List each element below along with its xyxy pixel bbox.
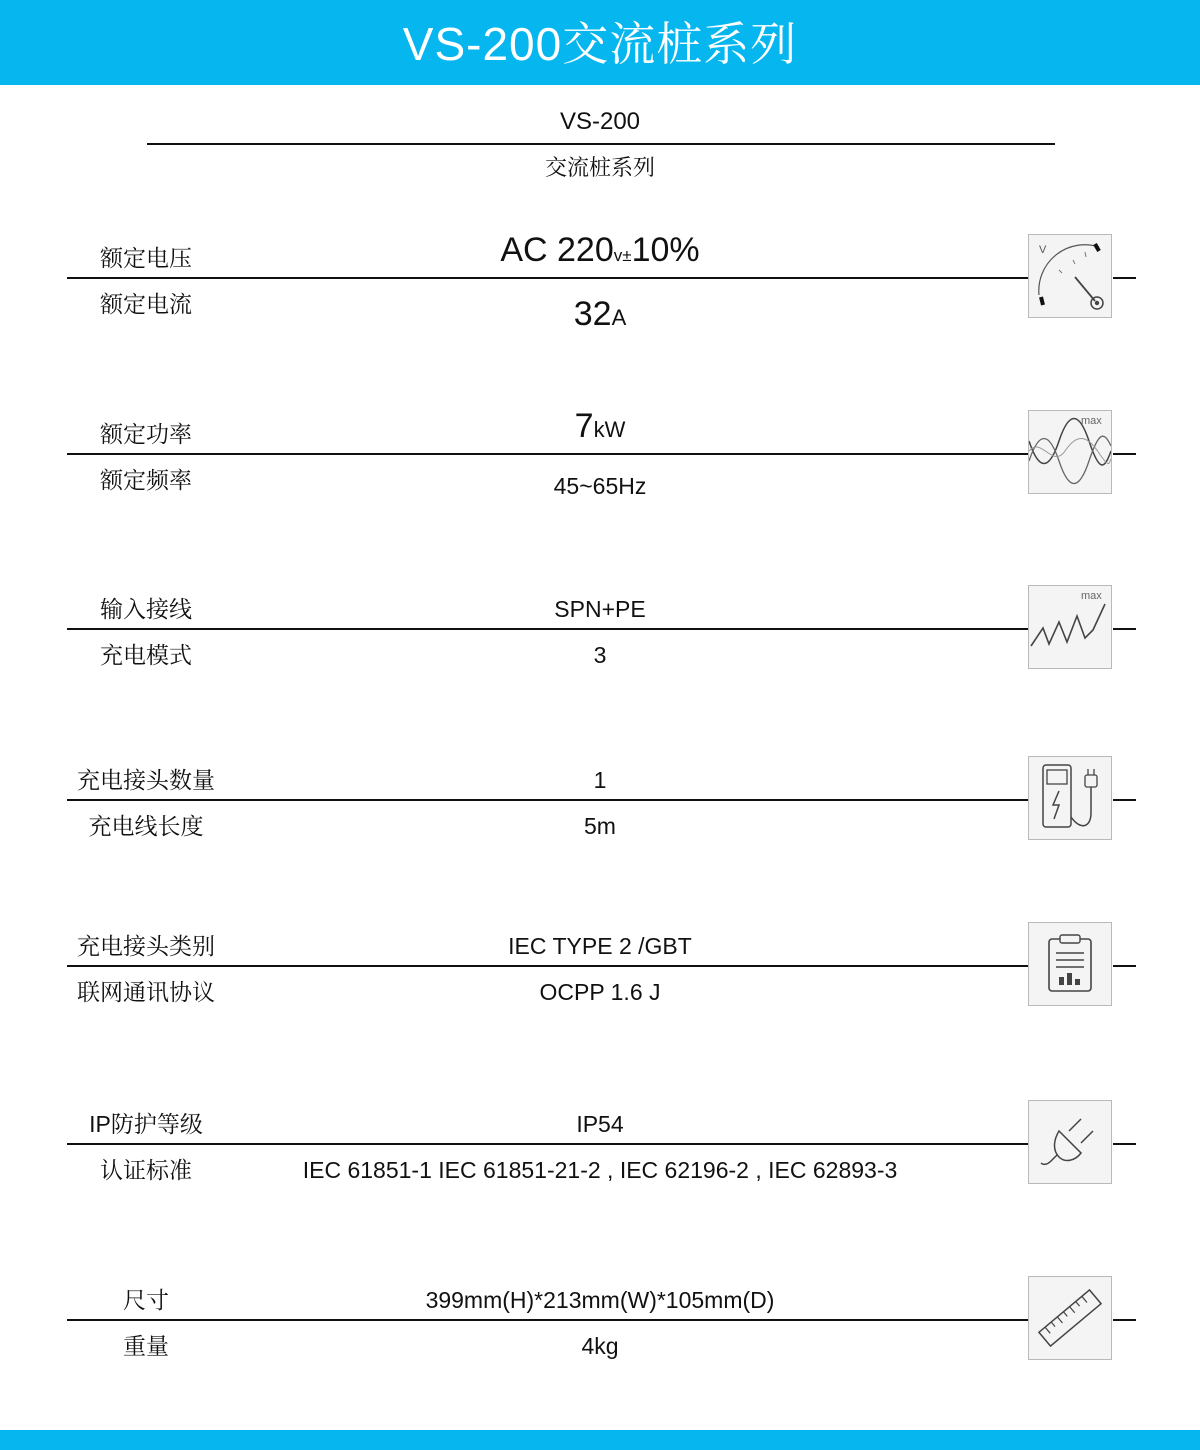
spec-divider-tail [1113, 965, 1136, 967]
spec-value-network-protocol: OCPP 1.6 J [539, 979, 661, 1005]
spec-divider [67, 799, 1028, 801]
spec-group-wiring [0, 582, 1200, 672]
spec-divider [67, 628, 1028, 630]
spec-group-certification [0, 1097, 1200, 1187]
spec-divider [67, 1143, 1028, 1145]
clipboard-chart-icon [1028, 922, 1112, 1006]
charging-station-icon [1028, 756, 1112, 840]
header-divider [147, 143, 1055, 145]
spec-group-voltage [0, 231, 1200, 333]
spec-value-ip-rating: IP54 [576, 1111, 624, 1137]
spec-divider-tail [1113, 453, 1136, 455]
spec-divider-tail [1113, 628, 1136, 630]
spec-divider [67, 453, 1028, 455]
spec-divider-tail [1113, 1319, 1136, 1321]
spec-value-cable-length: 5m [584, 813, 616, 839]
spec-divider [67, 965, 1028, 967]
spec-group-connectors [0, 753, 1200, 843]
spec-value-rated-frequency: 45~65Hz [553, 473, 647, 499]
footer-bar [0, 1430, 1200, 1450]
volt-symbol: V [1039, 244, 1047, 256]
spec-value-weight: 4kg [581, 1333, 619, 1359]
spec-group-protocol [0, 919, 1200, 1009]
max-label: max [1081, 415, 1102, 427]
waveform-max-icon [1028, 410, 1112, 494]
zigzag-chart-max-icon [1028, 585, 1112, 669]
spec-label-rated-voltage: 额定电压 [100, 245, 192, 271]
spec-value-charging-mode: 3 [593, 642, 607, 668]
spec-divider-tail [1113, 1143, 1136, 1145]
page-title-banner [0, 0, 1200, 85]
spec-label-rated-frequency: 额定频率 [100, 467, 192, 493]
max-label: max [1081, 590, 1102, 602]
spec-label-input-wiring: 输入接线 [100, 596, 192, 622]
spec-label-network-protocol: 联网通讯协议 [77, 979, 215, 1005]
plug-icon [1028, 1100, 1112, 1184]
spec-group-dimensions [0, 1273, 1200, 1363]
spec-divider-tail [1113, 799, 1136, 801]
spec-label-dimensions: 尺寸 [123, 1287, 169, 1313]
spec-divider-tail [1113, 277, 1136, 279]
spec-label-charging-mode: 充电模式 [100, 642, 192, 668]
spec-divider [67, 277, 1028, 279]
spec-divider [67, 1319, 1028, 1321]
page-title: VS-200交流桩系列 [402, 18, 798, 70]
spec-label-cable-length: 充电线长度 [88, 813, 204, 839]
spec-value-certification: IEC 61851-1 IEC 61851-21-2 , IEC 62196-2 , IEC 62893-3 [302, 1157, 898, 1183]
spec-label-rated-power: 额定功率 [100, 421, 192, 447]
spec-value-connector-count: 1 [593, 767, 607, 793]
spec-label-certification: 认证标准 [100, 1157, 192, 1183]
spec-value-rated-voltage: AC 220v±10% [500, 231, 700, 269]
series-name: 交流桩系列 [544, 155, 655, 180]
spec-label-ip-rating: IP防护等级 [89, 1111, 203, 1137]
ruler-icon [1028, 1276, 1112, 1360]
spec-label-connector-type: 充电接头类别 [77, 933, 215, 959]
spec-label-connector-count: 充电接头数量 [77, 767, 215, 793]
spec-group-power [0, 407, 1200, 497]
voltmeter-icon [1028, 234, 1112, 318]
spec-value-connector-type: IEC TYPE 2 /GBT [508, 933, 692, 959]
model-name: VS-200 [559, 108, 641, 135]
spec-value-rated-current: 32A [573, 295, 627, 333]
spec-value-dimensions: 399mm(H)*213mm(W)*105mm(D) [425, 1287, 775, 1313]
spec-value-input-wiring: SPN+PE [554, 596, 646, 622]
spec-label-rated-current: 额定电流 [100, 291, 192, 317]
spec-value-rated-power: 7kW [574, 407, 626, 445]
spec-label-weight: 重量 [123, 1333, 169, 1359]
